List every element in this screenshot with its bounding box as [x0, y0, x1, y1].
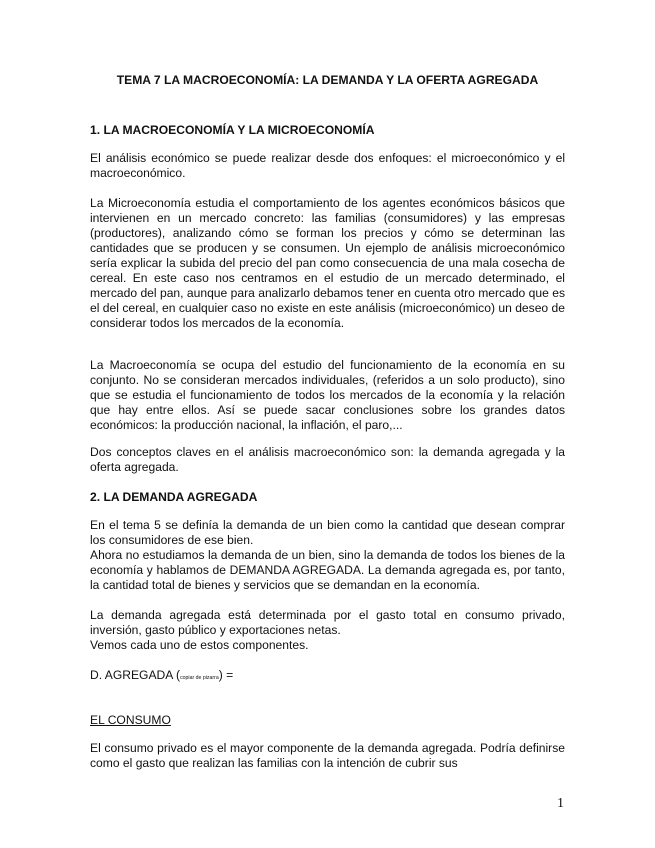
formula-prefix: D. AGREGADA ( [90, 668, 181, 682]
consumo-paragraph-1: El consumo privado es el mayor componente de la demanda agregada. Podría definirse como el gasto que realizan las familias con la intención de cubrir sus [90, 741, 565, 770]
aggregate-demand-formula [90, 668, 233, 686]
section-2-paragraph-1: En el tema 5 se definía la demanda de un bien como la cantidad que desean comprar los consumidores de ese bien. [90, 518, 565, 547]
formula-note: copiar de pizarra [180, 675, 219, 681]
section-2-heading: 2. LA DEMANDA AGREGADA [90, 490, 258, 504]
document-page [90, 0, 565, 848]
section-1-paragraph-3: La Macroeconomía se ocupa del estudio del funcionamiento de la economía en su conjunto. No se consideran mercados individuales, (referidos a un solo producto), sino que se estudia el funcionamiento de todos los mercados de la economía y la relación que hay entre ellos. Así se puede sacar conclusiones sobre los grandes datos económicos: la producción nacional, la inflación, el paro,... [90, 358, 565, 432]
section-1-paragraph-4: Dos conceptos claves en el análisis macroeconómico son: la demanda agregada y la oferta agregada. [90, 445, 565, 474]
section-2-paragraph-4: Vemos cada uno de estos componentes. [90, 638, 309, 652]
consumo-heading: EL CONSUMO [90, 713, 171, 727]
section-1-paragraph-1: El análisis económico se puede realizar desde dos enfoques: el microeconómico y el macroeconómico. [90, 151, 565, 180]
document-title: TEMA 7 LA MACROECONOMÍA: LA DEMANDA Y LA OFERTA AGREGADA [116, 73, 539, 87]
formula-suffix: ) = [218, 668, 234, 682]
section-1-paragraph-2: La Microeconomía estudia el comportamiento de los agentes económicos básicos que intervienen en un mercado concreto: las familias (consumidores) y las empresas (productores), analizando cómo se forman los precios y cómo se determinan las cantidades que se producen y se consumen. Un ejemplo de análisis microeconómico sería explicar la subida del precio del pan como consecuencia de una mala cosecha de cereal. En este caso nos centramos en el estudio de un mercado determinado, el mercado del pan, aunque para analizarlo debamos tener en cuenta otro mercado que es el del cereal, en cualquier caso no existe en este análisis (microeconómico) un deseo de considerar todos los mercados de la economía. [90, 196, 565, 330]
section-2-paragraph-3: La demanda agregada está determinada por el gasto total en consumo privado, inversión, gasto público y exportaciones netas. [90, 608, 565, 637]
section-1-heading: 1. LA MACROECONOMÍA Y LA MICROECONOMÍA [90, 123, 375, 137]
section-2-paragraph-2: Ahora no estudiamos la demanda de un bien, sino la demanda de todos los bienes de la economía y hablamos de DEMANDA AGREGADA. La demanda agregada es, por tanto, la cantidad total de bienes y servicios que se demandan en la economía. [90, 548, 565, 592]
page-number: 1 [557, 796, 564, 811]
